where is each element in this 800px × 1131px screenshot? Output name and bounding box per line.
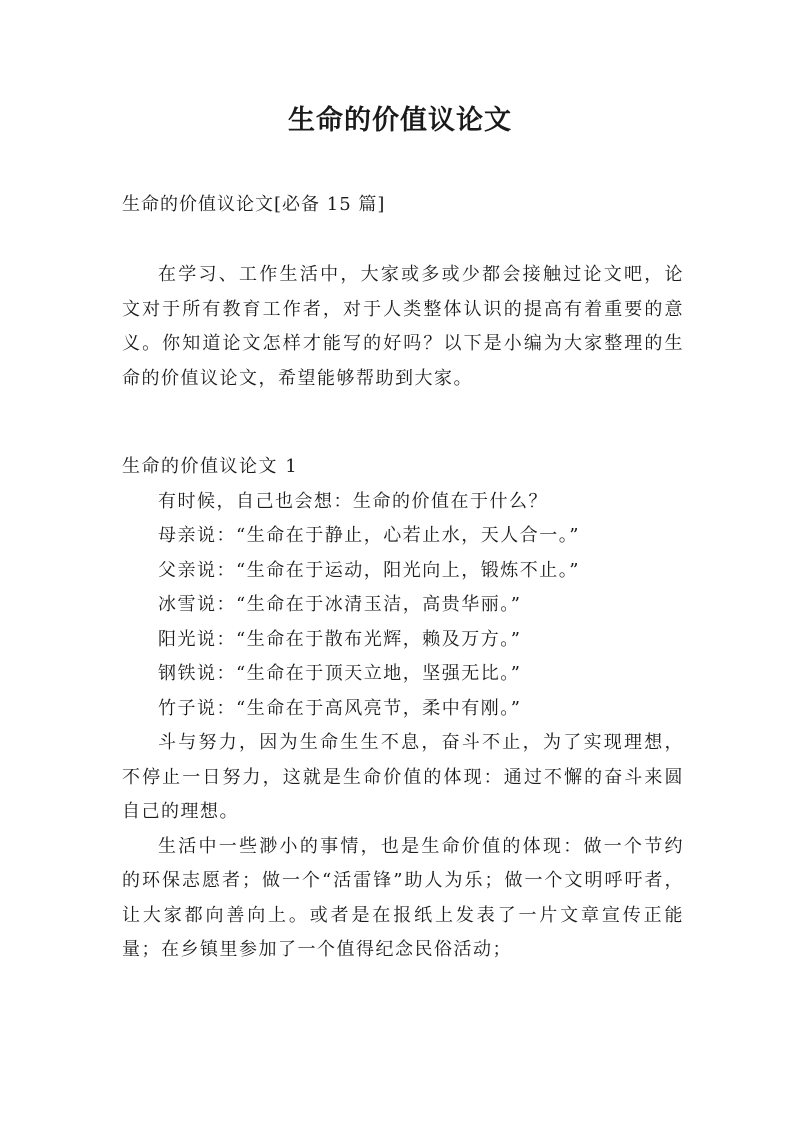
- paragraph: 父亲说：“生命在于运动，阳光向上，锻炼不止。”: [158, 559, 580, 581]
- paragraph: 斗与努力，因为生命生生不息，奋斗不止，为了实现理想，不停止一日努力，这就是生命价值的体现：通过不懈的奋斗来圆自己的理想。: [122, 732, 684, 822]
- section-1: [122, 450, 684, 968]
- intro-paragraph: 在学习、工作生活中，大家或多或少都会接触过论文吧，论文对于所有教育工作者，对于人类整体认识的提高有着重要的意义。你知道论文怎样才能写的好吗？以下是小编为大家整理的生命的价值议论文，希望能够帮助到大家。: [122, 264, 684, 389]
- document-title: 生命的价值议论文: [288, 105, 512, 136]
- paragraph: 母亲说：“生命在于静止，心若止水，天人合一。”: [158, 525, 580, 546]
- paragraph: 有时候，自己也会想：生命的价值在于什么？: [158, 490, 548, 512]
- intro-block: [122, 258, 684, 396]
- paragraph: 生活中一些渺小的事情，也是生命价值的体现：做一个节约的环保志愿者；做一个“活雷锋”助人为乐；做一个文明呼吁者，让大家都向善向上。或者是在报纸上发表了一片文章宣传正能量；在乡镇里参加了一个值得纪念民俗活动；: [122, 835, 684, 960]
- document-subtitle: 生命的价值议论文[必备 15 篇]: [122, 194, 386, 215]
- section-heading: 生命的价值议论文 1: [122, 456, 299, 477]
- paragraph: 钢铁说：“生命在于顶天立地，坚强无比。”: [158, 663, 522, 684]
- paragraph: 冰雪说：“生命在于冰清玉洁，高贵华丽。”: [158, 594, 522, 615]
- paragraph: 阳光说：“生命在于散布光辉，赖及万方。”: [158, 628, 522, 650]
- paragraph: 竹子说：“生命在于高风亮节，柔中有刚。”: [158, 697, 522, 719]
